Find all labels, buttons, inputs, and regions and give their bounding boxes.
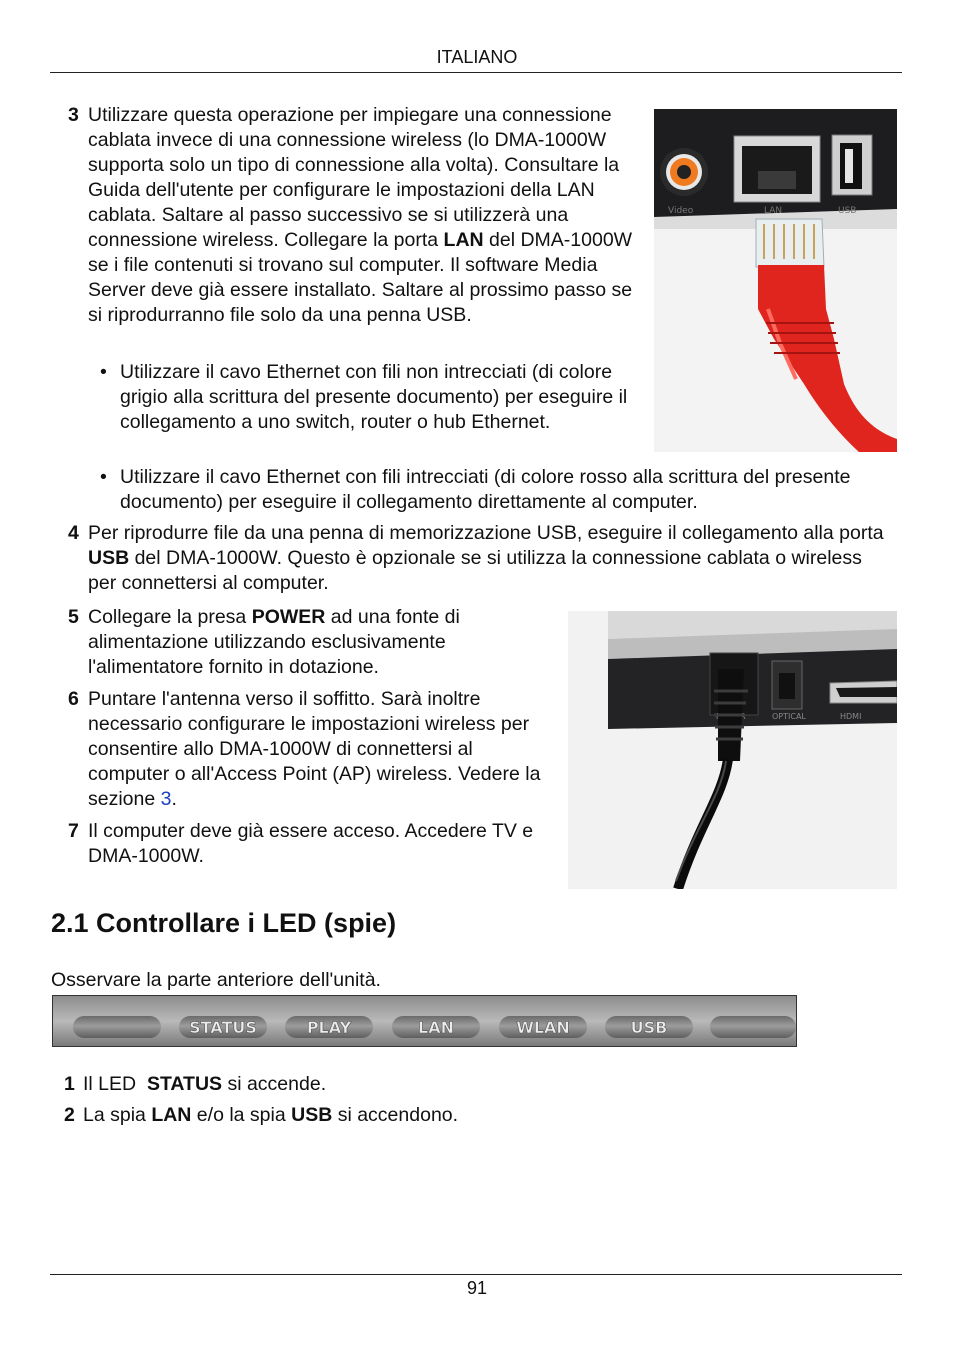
led-wlan-label: WLAN — [516, 1018, 570, 1037]
led-lan-label: LAN — [418, 1018, 454, 1037]
header-rule — [50, 72, 902, 73]
lan-label: LAN — [443, 229, 484, 251]
led-step-2-number: 2 — [64, 1104, 75, 1126]
step-3-bullet-1: • Utilizzare il cavo Ethernet con fili non intrecciati (di colore grigio alla scrittura del presente documento) per eseguire il collegamento a uno switch, router o hub Ethernet. — [100, 361, 628, 433]
step-7-number: 7 — [68, 820, 79, 842]
section-3-link[interactable]: 3 — [160, 788, 172, 810]
step-7-text: Il computer deve già essere acceso. Accedere TV e DMA-1000W. — [88, 820, 534, 867]
section-heading: 2.1 Controllare i LED (spie) — [51, 908, 397, 938]
ethernet-cable-photo — [654, 109, 897, 452]
footer-rule — [50, 1274, 902, 1275]
step-6-number: 6 — [68, 688, 79, 710]
section-intro: Osservare la parte anteriore dell'unità. — [51, 969, 381, 991]
led-usb-label: USB — [630, 1018, 668, 1037]
video-port-label: Video — [668, 206, 694, 216]
led-blank-left — [73, 1016, 161, 1038]
lan-port-label: LAN — [764, 206, 783, 216]
step-6-text: Puntare l'antenna verso il soffitto. Sarà inoltre necessario configurare le impostazioni wireless per consentire allo DMA-1000W di connettersi al computer o all'Access Point (AP) wireless. Vedere la sezione 3. — [88, 688, 541, 810]
led-step-1-text: Il LED STATUS si accende. — [83, 1073, 327, 1095]
step-4-text: Per riprodurre file da una penna di memorizzazione USB, eseguire il collegamento alla porta USB del DMA-1000W. Questo è opzionale se si utilizza la connessione cablata o wireless per connettersi al computer. — [88, 522, 884, 594]
led-blank-right — [710, 1016, 796, 1038]
step-4-number: 4 — [68, 522, 79, 544]
page-number: 91 — [466, 1278, 488, 1298]
led-play-label: PLAY — [306, 1018, 352, 1037]
led-step-2-text: La spia LAN e/o la spia USB si accendono. — [83, 1104, 459, 1126]
page-header-language: ITALIANO — [436, 47, 518, 67]
led-status-label: STATUS — [189, 1018, 257, 1037]
power-cable-photo — [568, 611, 897, 889]
step-5-text: Collegare la presa POWER ad una fonte di alimentazione utilizzando esclusivamente l'alimentatore fornito in dotazione. — [88, 606, 460, 678]
usb-port-label: USB — [838, 206, 857, 216]
power-label: POWER — [251, 606, 326, 628]
step-3-text: Utilizzare questa operazione per impiegare una connessione cablata invece di una connessione wireless (lo DMA-1000W supporta solo un tipo di connessione alla volta). Consultare la Guida dell'utente per configurare le impostazioni della LAN cablata. Saltare al passo successivo se si utilizzerà una connessione wireless. Collegare la porta LAN del DMA-1000W se i file contenuti si trovano sul computer. Il software Media Server deve già essere installato. Saltare al prossimo passo se si riprodurranno file solo da una penna USB. — [88, 104, 633, 326]
optical-port-label: OPTICAL — [772, 712, 806, 721]
step-3-number: 3 — [68, 104, 79, 126]
usb-label: USB — [88, 547, 130, 569]
step-3-bullet-2: • Utilizzare il cavo Ethernet con fili intrecciati (di colore rosso alla scrittura del presente documento) per eseguire il collegamento direttamente al computer. — [100, 466, 851, 513]
step-5-number: 5 — [68, 606, 79, 628]
front-panel-led-strip — [52, 995, 797, 1047]
hdmi-port-label: HDMI — [840, 712, 862, 721]
led-step-1-number: 1 — [64, 1073, 75, 1095]
